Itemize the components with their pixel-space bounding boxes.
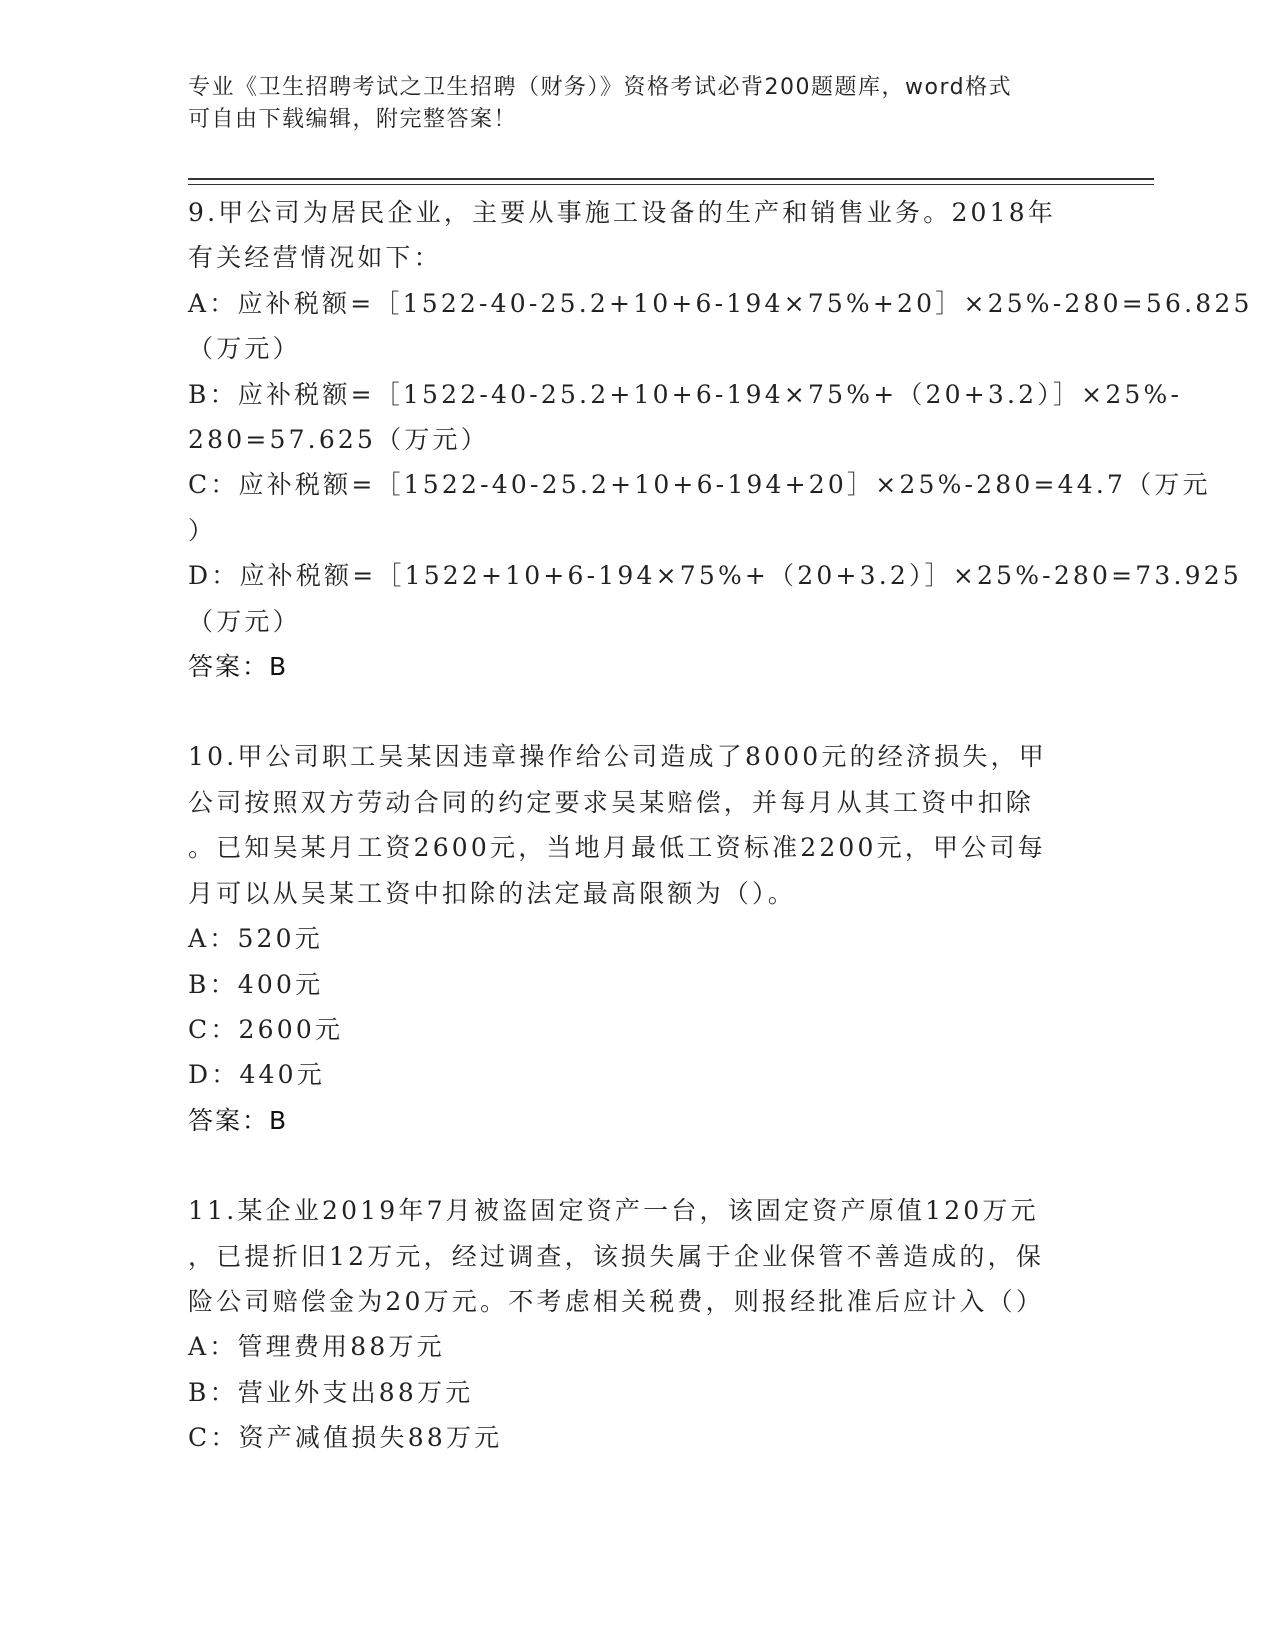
option-c-line: C：资产减值损失88万元 — [188, 1423, 503, 1453]
header-line: 可自由下载编辑，附完整答案！ — [188, 107, 518, 132]
question-stem-line: 。已知吴某月工资2600元，当地月最低工资标准2200元，甲公司每 — [188, 833, 1046, 863]
header-rule-thick — [188, 178, 1154, 180]
option-a-line: A：管理费用88万元 — [188, 1332, 445, 1362]
answer-label: 答案：B — [188, 652, 289, 682]
option-d-line: D：440元 — [188, 1060, 325, 1090]
document-header — [188, 72, 1088, 136]
question-stem-line: ，已提折旧12万元，经过调查，该损失属于企业保管不善造成的，保 — [188, 1241, 1045, 1271]
question-stem-line: 月可以从吴某工资中扣除的法定最高限额为（）。 — [188, 878, 796, 908]
question-11 — [188, 1188, 1088, 1460]
option-b-line: B：营业外支出88万元 — [188, 1377, 474, 1407]
option-c-line: C：2600元 — [188, 1014, 344, 1044]
option-c-line: C：应补税额=［1522-40-25.2+10+6-194+20］×25%-280=44.7（万元 — [188, 470, 1211, 500]
option-d-line: （万元） — [188, 606, 301, 636]
option-d-line: D：应补税额=［1522+10+6-194×75%+（20+3.2）］×25%-280=73.925 — [188, 561, 1242, 591]
answer-label: 答案：B — [188, 1105, 289, 1135]
option-a-line: （万元） — [188, 334, 301, 364]
option-b-line: 280=57.625（万元） — [188, 425, 489, 455]
option-c-line: ） — [188, 515, 217, 545]
question-10 — [188, 734, 1088, 1143]
option-b-line: B：应补税额=［1522-40-25.2+10+6-194×75%+（20+3.2）］×25%- — [188, 379, 1183, 409]
option-a-line: A：应补税额=［1522-40-25.2+10+6-194×75%+20］×25%-280=56.825 — [188, 288, 1253, 318]
question-stem-line: 公司按照双方劳动合同的约定要求吴某赔偿，并每月从其工资中扣除 — [188, 787, 1035, 817]
option-a-line: A：520元 — [188, 924, 323, 954]
question-stem-line: 11.某企业2019年7月被盗固定资产一台，该固定资产原值120万元 — [188, 1196, 1039, 1226]
option-b-line: B：400元 — [188, 969, 324, 999]
question-stem-line: 10.甲公司职工吴某因违章操作给公司造成了8000元的经济损失，甲 — [188, 742, 1047, 772]
header-line: 专业《卫生招聘考试之卫生招聘（财务）》资格考试必背200题题库，word格式 — [188, 75, 1013, 100]
question-list — [188, 190, 1253, 1461]
question-9 — [188, 190, 1253, 689]
question-stem-line: 险公司赔偿金为20万元。不考虑相关税费，则报经批准后应计入（） — [188, 1286, 1045, 1316]
header-rule-thin — [188, 184, 1154, 185]
question-stem-line: 有关经营情况如下： — [188, 243, 442, 273]
question-stem-line: 9.甲公司为居民企业，主要从事施工设备的生产和销售业务。2018年 — [188, 198, 1057, 227]
